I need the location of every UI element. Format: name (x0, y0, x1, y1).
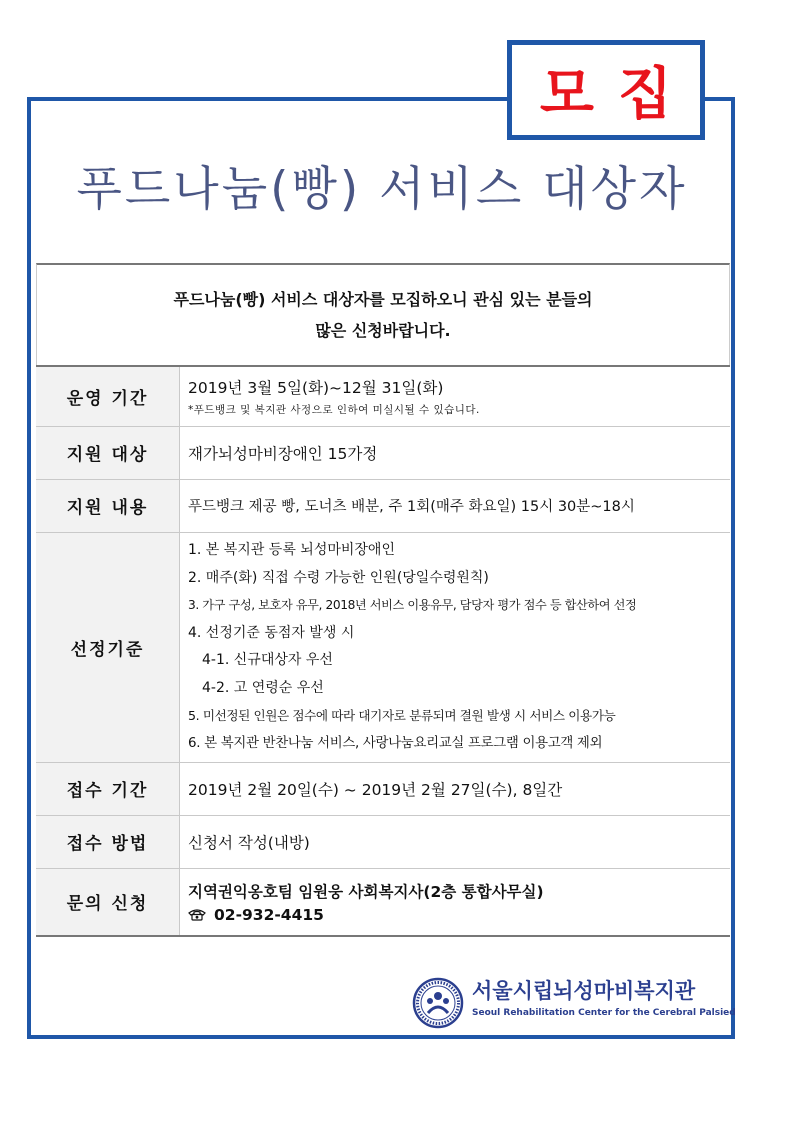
criteria-item-6: 6. 본 복지관 반찬나눔 서비스, 사랑나눔요리교실 프로그램 이용고객 제외 (188, 735, 603, 751)
intro-box (36, 263, 730, 365)
row-criteria (36, 532, 730, 762)
intro-line-1: 푸드나눔(빵) 서비스 대상자를 모집하오니 관심 있는 분들의 (173, 290, 593, 309)
inquiry-phone: 02-932-4415 (214, 905, 324, 924)
label-content: 지원 내용 (36, 479, 180, 532)
criteria-item-1: 1. 본 복지관 등록 뇌성마비장애인 (188, 542, 395, 558)
inquiry-text: 지역권익옹호팀 임원웅 사회복지사(2층 통합사무실) (188, 882, 544, 901)
row-reception-method (36, 815, 730, 868)
criteria-item-4: 4. 선정기준 동점자 발생 시 (188, 624, 355, 641)
recruit-badge-text: 모집 (539, 61, 697, 127)
label-inquiry: 문의 신청 (36, 868, 180, 936)
org-name: 서울시립뇌성마비복지관 (472, 979, 696, 1003)
row-inquiry (36, 868, 730, 936)
label-target: 지원 대상 (36, 426, 180, 479)
value-criteria (180, 532, 731, 762)
org-emblem-icon (412, 977, 464, 1029)
period-note: *푸드뱅크 및 복지관 사정으로 인하여 미실시될 수 있습니다. (188, 403, 480, 416)
criteria-item-4-2: 4-2. 고 연령순 우선 (202, 679, 324, 696)
value-content (180, 479, 731, 532)
org-logo (412, 975, 736, 1030)
value-reception-period: 2019년 2월 20일(수) ~ 2019년 2월 27일(수), 8일간 (180, 762, 731, 815)
row-content (36, 479, 730, 532)
recruit-badge (507, 40, 705, 140)
period-text: 2019년 3월 5일(화)~12월 31일(화) (188, 378, 444, 397)
value-inquiry (180, 868, 731, 936)
value-reception-method: 신청서 작성(내방) (180, 815, 731, 868)
value-period (180, 366, 731, 426)
info-table (36, 365, 730, 937)
label-reception-method: 접수 방법 (36, 815, 180, 868)
criteria-item-5: 5. 미선정된 인원은 점수에 따라 대기자로 분류되며 결원 발생 시 서비스 이용가능 (188, 708, 616, 723)
telephone-icon (188, 908, 206, 921)
content-text: 푸드뱅크 제공 빵, 도너츠 배분, 주 1회(매주 화요일) 15시 30분~18시 (188, 499, 635, 515)
intro-line-2: 많은 신청바랍니다. (315, 321, 451, 340)
label-period: 운영 기간 (36, 366, 180, 426)
criteria-item-2: 2. 매주(화) 직접 수령 가능한 인원(당일수령원칙) (188, 569, 489, 586)
criteria-item-3: 3. 가구 구성, 보호자 유무, 2018년 서비스 이용유무, 담당자 평가 점수 등 합산하여 선정 (188, 598, 637, 612)
row-period (36, 366, 730, 426)
inquiry-phone-line (188, 906, 730, 924)
label-reception-period: 접수 기간 (36, 762, 180, 815)
row-reception-period (36, 762, 730, 815)
row-target (36, 426, 730, 479)
criteria-item-4-1: 4-1. 신규대상자 우선 (202, 652, 333, 668)
label-criteria: 선정기준 (36, 532, 180, 762)
value-target: 재가뇌성마비장애인 15가정 (180, 426, 731, 479)
org-english-name: Seoul Rehabilitation Center for the Cerebral Palsied (472, 1008, 736, 1018)
poster-title: 푸드나눔(빵) 서비스 대상자 (76, 162, 688, 217)
